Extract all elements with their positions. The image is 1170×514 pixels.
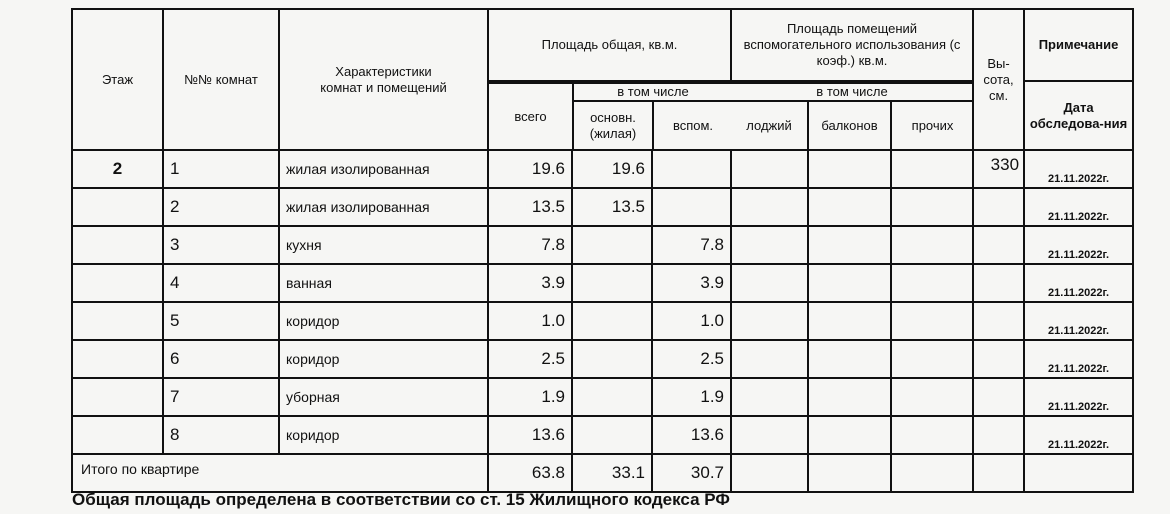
totals-empty-cell [731,454,808,492]
cell-room-no: 2 [163,188,279,226]
cell-living [572,378,652,416]
cell-other [891,302,973,340]
cell-height [973,302,1024,340]
cell-total: 7.8 [488,226,572,264]
cell-total: 13.6 [488,416,572,454]
cell-auxiliary: 7.8 [652,226,731,264]
cell-floor [72,416,163,454]
cell-description: коридор [279,302,488,340]
cell-description: коридор [279,416,488,454]
cell-description: ванная [279,264,488,302]
cell-other [891,226,973,264]
table-row [72,226,1133,264]
cell-balconies [808,188,891,226]
header-inspection-date: Дата обследова-ния [1024,81,1133,150]
area-table [71,8,1134,493]
cell-balconies [808,226,891,264]
cell-balconies [808,340,891,378]
cell-date: 21.11.2022г. [1024,264,1133,302]
cell-other [891,188,973,226]
cell-loggias [731,188,808,226]
cell-total: 1.9 [488,378,572,416]
header-room-no: №№ комнат [163,9,279,150]
cell-loggias [731,416,808,454]
cell-room-no: 5 [163,302,279,340]
cell-height [973,188,1024,226]
cell-room-no: 3 [163,226,279,264]
header-aux-including: в том числе [731,83,973,101]
totals-label: Итого по квартире [72,454,488,492]
table-row [72,264,1133,302]
cell-description: жилая изолированная [279,150,488,188]
cell-height [973,226,1024,264]
header-auxiliary: вспом. [653,101,731,149]
table-row [72,302,1133,340]
cell-room-no: 6 [163,340,279,378]
cell-height [973,264,1024,302]
header-characteristics: Характеристики комнат и помещений [279,9,488,150]
cell-floor [72,188,163,226]
cell-loggias [731,264,808,302]
header-including: в том числе [573,83,731,101]
cell-auxiliary: 1.0 [652,302,731,340]
cell-other [891,264,973,302]
cell-auxiliary [652,188,731,226]
totals-empty-cell [1024,454,1133,492]
header-main-living: основн. (жилая) [573,101,653,149]
cell-description: жилая изолированная [279,188,488,226]
cell-living [572,340,652,378]
cell-total: 13.5 [488,188,572,226]
cell-date: 21.11.2022г. [1024,340,1133,378]
cell-living [572,416,652,454]
cell-other [891,340,973,378]
cell-other [891,150,973,188]
cell-height [973,340,1024,378]
cell-balconies [808,378,891,416]
cell-loggias [731,150,808,188]
cell-living: 13.5 [572,188,652,226]
table-row [72,340,1133,378]
cell-other [891,416,973,454]
cell-loggias [731,226,808,264]
cell-date: 21.11.2022г. [1024,302,1133,340]
cell-room-no: 7 [163,378,279,416]
cell-description: коридор [279,340,488,378]
cell-living [572,302,652,340]
cell-balconies [808,302,891,340]
cell-total: 2.5 [488,340,572,378]
cell-auxiliary: 3.9 [652,264,731,302]
cell-auxiliary: 1.9 [652,378,731,416]
cell-date: 21.11.2022г. [1024,226,1133,264]
header-height: Вы-сота, см. [973,9,1024,150]
table-row [72,416,1133,454]
cell-height: 330 [973,150,1024,188]
table-row [72,188,1133,226]
cell-loggias [731,378,808,416]
cell-loggias [731,340,808,378]
cell-floor [72,340,163,378]
cell-auxiliary: 13.6 [652,416,731,454]
header-loggias: лоджий [731,101,808,149]
cell-height [973,378,1024,416]
cell-total: 19.6 [488,150,572,188]
cell-floor: 2 [72,150,163,188]
totals-empty-cell [973,454,1024,492]
cell-living: 19.6 [572,150,652,188]
cell-floor [72,226,163,264]
cell-floor [72,378,163,416]
header-all: всего [489,83,573,149]
cell-room-no: 4 [163,264,279,302]
cell-auxiliary: 2.5 [652,340,731,378]
cell-room-no: 8 [163,416,279,454]
cell-room-no: 1 [163,150,279,188]
cell-balconies [808,150,891,188]
cell-floor [72,302,163,340]
header-aux-area: Площадь помещений вспомогательного использования (с коэф.) кв.м. [731,9,973,81]
totals-row [72,454,1133,492]
cell-total: 3.9 [488,264,572,302]
cell-living [572,226,652,264]
table-row [72,150,1133,188]
totals-empty-cell [808,454,891,492]
cell-date: 21.11.2022г. [1024,416,1133,454]
header-balconies: балконов [808,101,891,149]
cell-living [572,264,652,302]
cell-description: уборная [279,378,488,416]
header-other: прочих [891,101,973,149]
cell-total: 1.0 [488,302,572,340]
header-aux-area-sub [731,81,973,150]
totals-total: 63.8 [488,454,572,492]
table-row [72,378,1133,416]
cell-loggias [731,302,808,340]
cell-floor [72,264,163,302]
totals-living: 33.1 [572,454,652,492]
header-total-area: Площадь общая, кв.м. [488,9,731,81]
cell-date: 21.11.2022г. [1024,150,1133,188]
totals-empty-cell [891,454,973,492]
cell-date: 21.11.2022г. [1024,378,1133,416]
footer-note: Общая площадь определена в соответствии со ст. 15 Жилищного кодекса РФ [72,490,730,509]
cell-balconies [808,264,891,302]
cell-description: кухня [279,226,488,264]
cell-other [891,378,973,416]
cell-date: 21.11.2022г. [1024,188,1133,226]
header-note: Примечание [1024,9,1133,81]
cell-balconies [808,416,891,454]
cell-auxiliary [652,150,731,188]
cell-height [973,416,1024,454]
header-floor: Этаж [72,9,163,150]
header-total-area-sub [488,81,731,150]
totals-auxiliary: 30.7 [652,454,731,492]
